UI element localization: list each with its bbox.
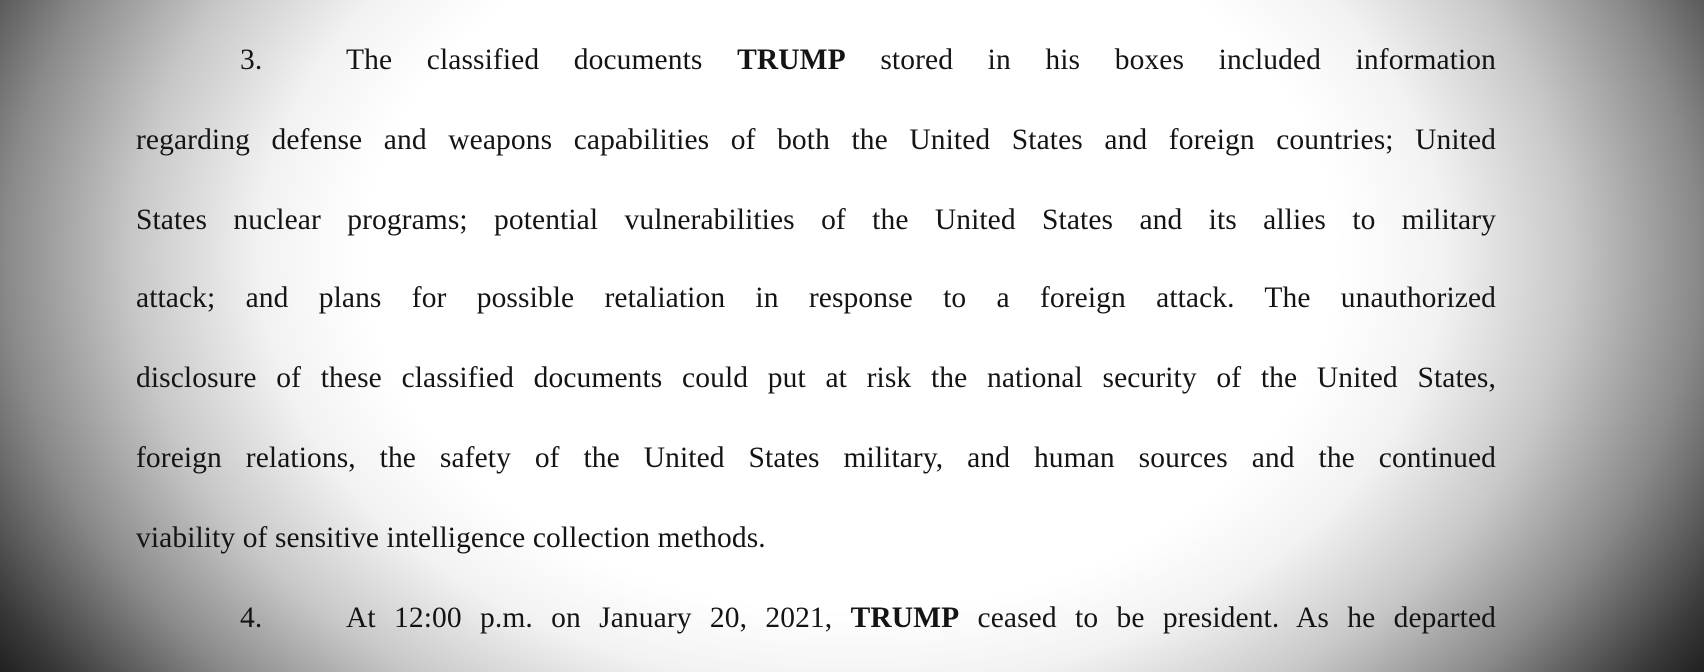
paragraph-4-opening-pre: At 12:00 p.m. on January 20, 2021, [346, 602, 851, 634]
paragraph-4-opening [346, 598, 1496, 638]
paragraph-3-last-line: viability of sensitive intelligence collection methods. [136, 522, 766, 554]
paragraph-4-bold-name: TRUMP [850, 602, 960, 634]
paragraph-3-line-2: regarding defense and weapons capabilities of both the United States and foreign countries; United [136, 124, 1496, 156]
paragraph-3-first-line [136, 40, 1496, 80]
paragraph-4-opening-post: ceased to be president. As he departed [959, 602, 1496, 634]
paragraph-number-4: 4. [240, 602, 263, 634]
paragraph-3-line-6: foreign relations, the safety of the United States military, and human sources and the continued [136, 442, 1496, 474]
paragraph-3-opening-pre: The classified documents [346, 44, 738, 76]
paragraph-3-opening-post: stored in his boxes included information [845, 44, 1497, 76]
paragraph-3-line-4: attack; and plans for possible retaliation in response to a foreign attack. The unauthorized [136, 282, 1496, 314]
paragraph-3-bold-name: TRUMP [737, 44, 846, 76]
paragraph-3-opening [346, 40, 1496, 80]
paragraph-4-first-line [136, 598, 1496, 638]
paragraph-3-line-5: disclosure of these classified documents could put at risk the national security of the United States, [136, 362, 1496, 394]
paragraph-number-3: 3. [240, 44, 263, 76]
paragraph-3-line-3: States nuclear programs; potential vulnerabilities of the United States and its allies to military [136, 204, 1496, 236]
